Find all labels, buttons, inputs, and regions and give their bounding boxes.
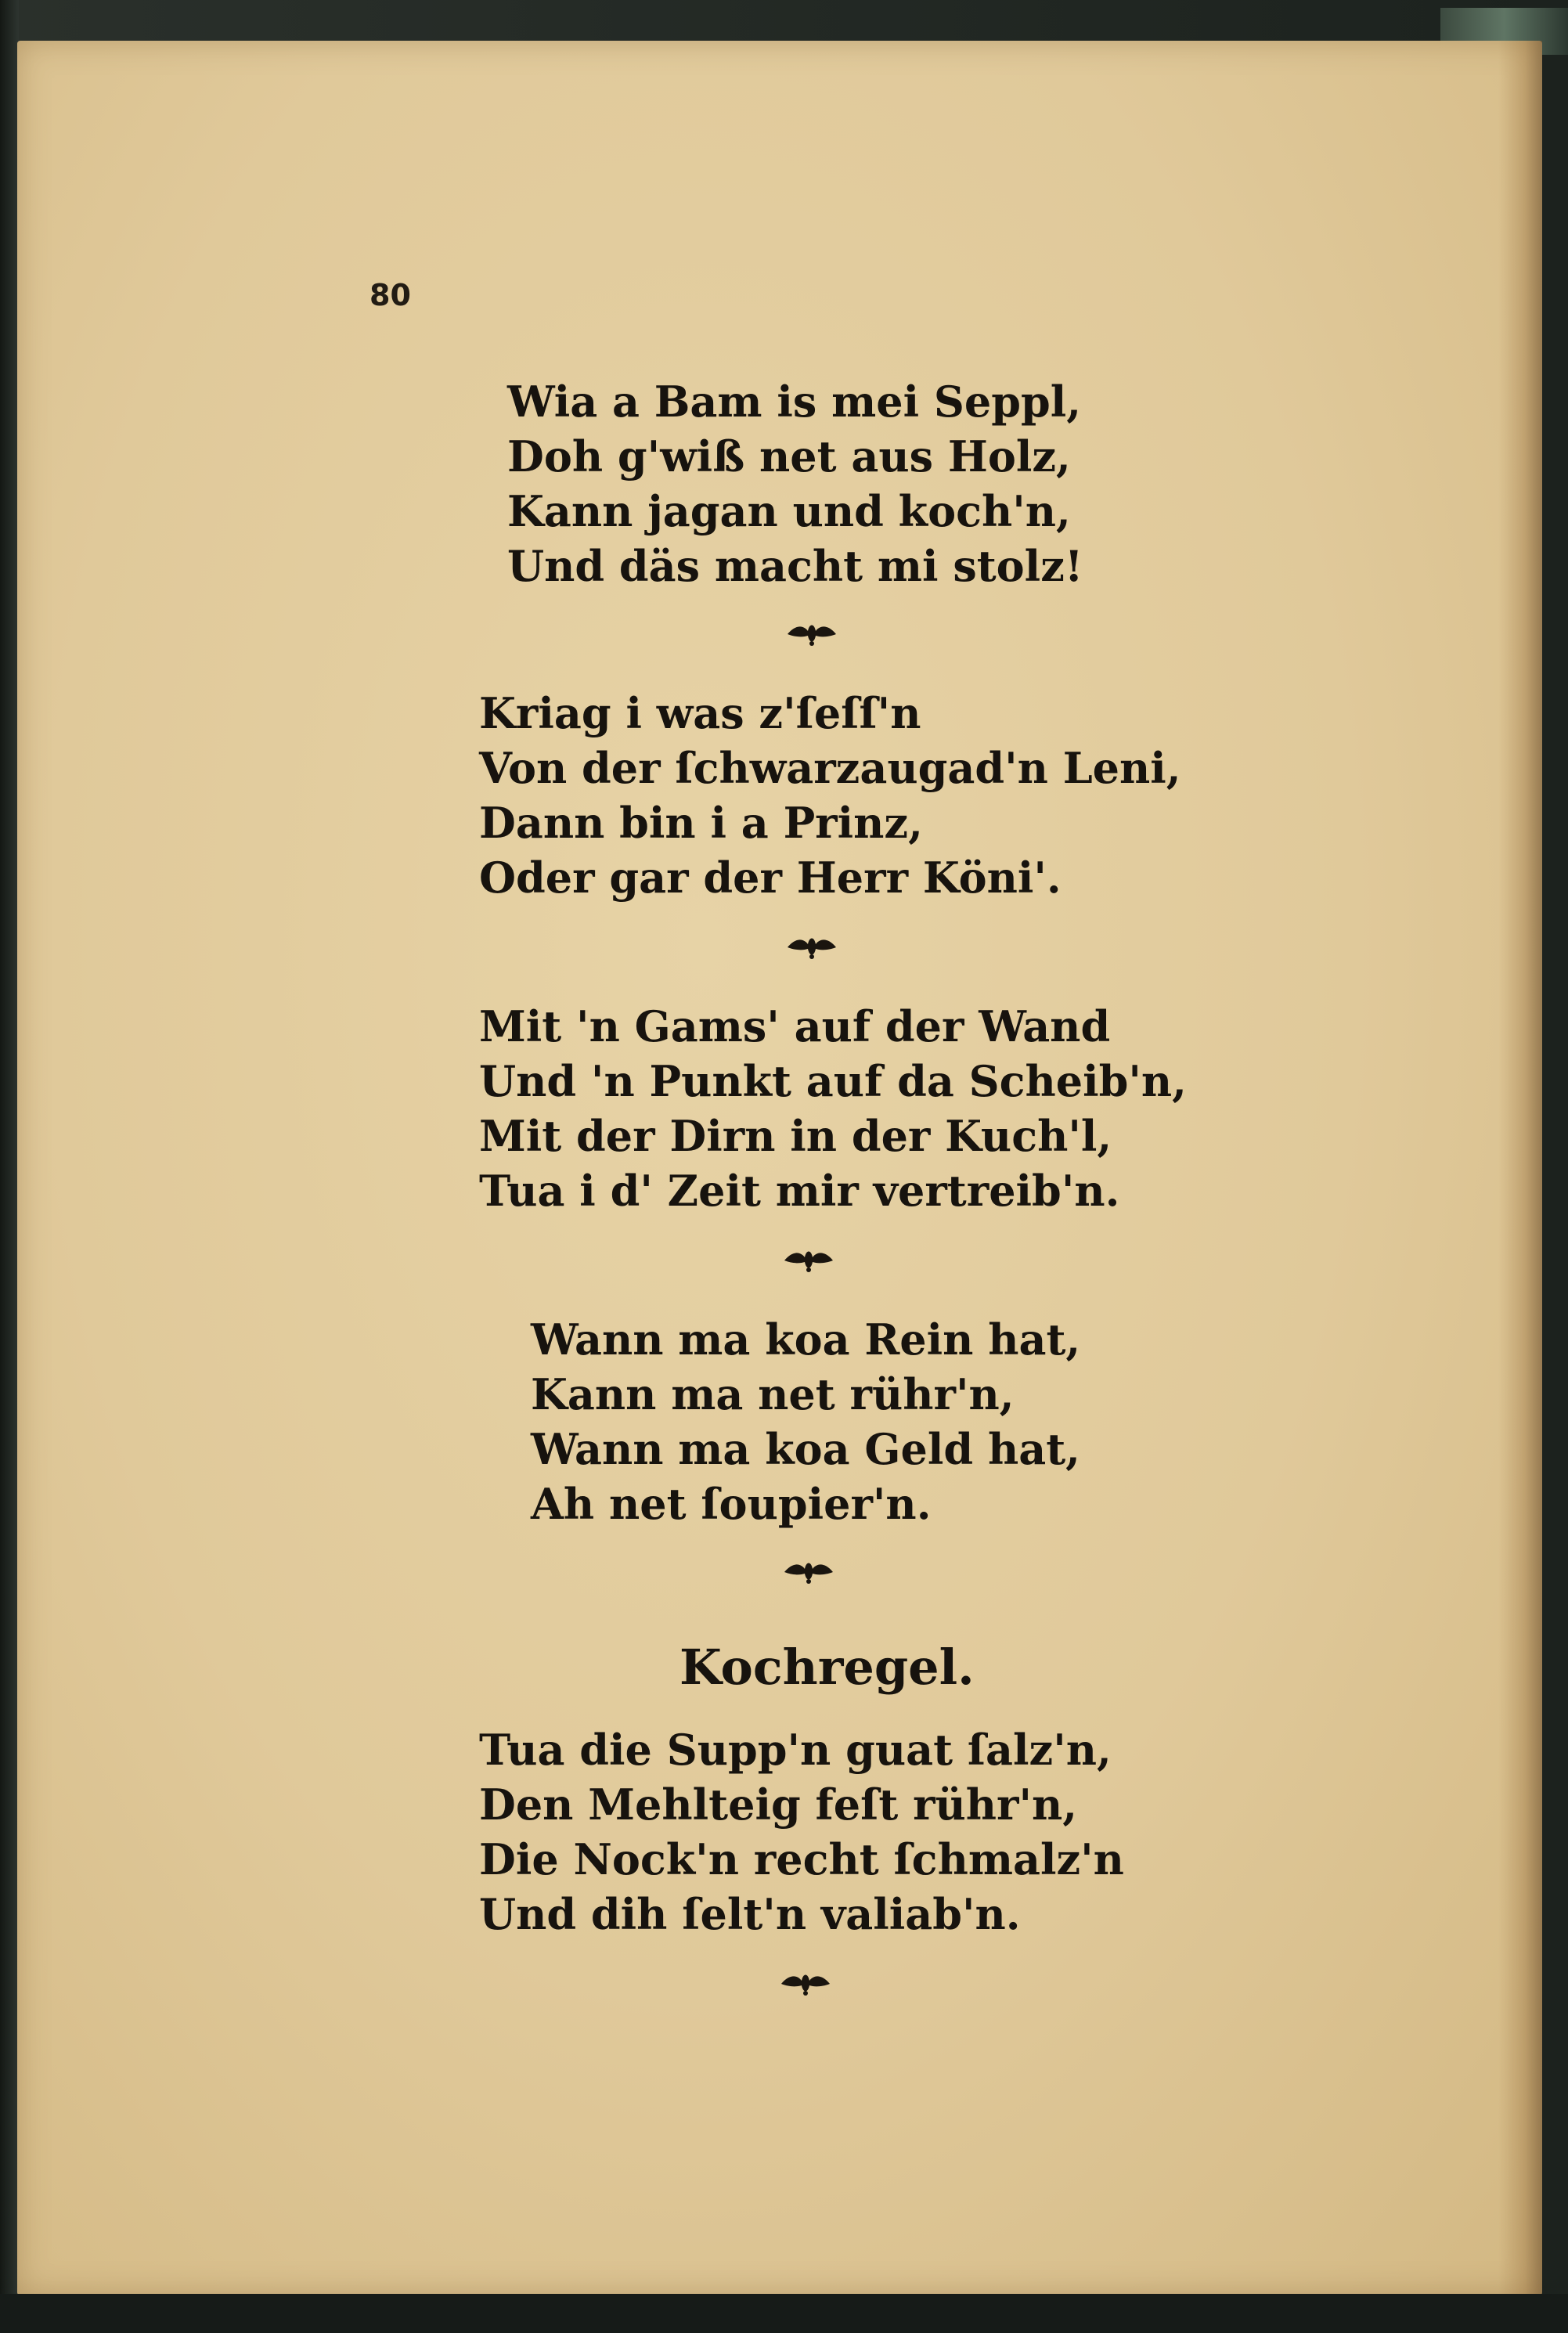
stanza-line: Oder gar der Herr Köni'. [479, 853, 1062, 903]
page-number: 80 [369, 278, 411, 312]
stanza-line: Und däs macht mi stolz! [507, 541, 1083, 591]
fleuron-icon [781, 1558, 836, 1586]
stanza-line: Mit 'n Gams' auf der Wand [479, 1001, 1111, 1051]
stanza-line: Den Mehlteig feſt rühr'n, [479, 1779, 1078, 1830]
stanza-1 [507, 374, 1083, 593]
stanza-line: Tua die Supp'n guat ſalz'n, [479, 1725, 1112, 1775]
section-stanza [479, 1722, 1124, 1942]
stanza-line: Dann bin i a Prinz, [479, 798, 923, 848]
stanza-line: Kann jagan und koch'n, [507, 486, 1071, 536]
stanza-2 [479, 686, 1181, 905]
stanza-line: Ah net ſoupier'n. [531, 1479, 932, 1529]
fleuron-icon [781, 1246, 836, 1275]
stanza-line: Die Nock'n recht ſchmalz'n [479, 1834, 1124, 1884]
stanza-line: Und 'n Punkt auf da Scheib'n, [479, 1056, 1187, 1106]
stanza-line: Und dih ſelt'n valiab'n. [479, 1889, 1021, 1939]
stanza-line: Doh g'wiß net aus Holz, [507, 431, 1071, 481]
stanza-line: Wann ma koa Geld hat, [531, 1424, 1080, 1474]
stanza-line: Kann ma net rühr'n, [531, 1369, 1015, 1419]
stanza-line: Tua i d' Zeit mir vertreib'n. [479, 1166, 1120, 1216]
book-spine [0, 0, 19, 2333]
bottom-shadow [0, 2294, 1568, 2333]
page-edge [1498, 41, 1542, 2295]
fleuron-icon [784, 933, 839, 961]
fleuron-icon [778, 1970, 833, 1998]
stanza-line: Kriag i was z'ſeſſ'n [479, 688, 921, 738]
stanza-line: Mit der Dirn in der Kuch'l, [479, 1111, 1112, 1161]
stanza-line: Wann ma koa Rein hat, [531, 1314, 1081, 1365]
stanza-3 [479, 999, 1187, 1218]
section-title: Kochregel. [679, 1639, 975, 1696]
stanza-line: Von der ſchwarzaugad'n Leni, [479, 743, 1181, 793]
fleuron-icon [784, 620, 839, 648]
stanza-line: Wia a Bam is mei Seppl, [507, 377, 1082, 427]
stanza-4 [531, 1312, 1080, 1531]
